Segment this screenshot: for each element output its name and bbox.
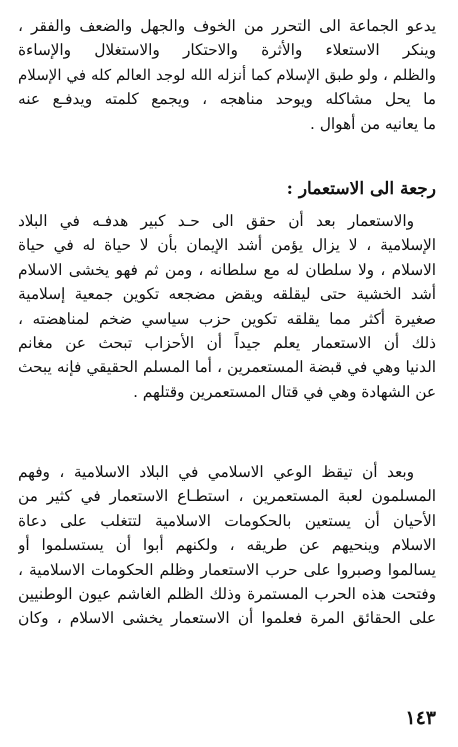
text-line: وينكر الاستعلاء والأثرة والاحتكار والاستغلال والإساءة <box>18 41 436 60</box>
text-line: الأحيان أن يستعين بالحكومات الاسلامية لتتغلب على دعاة <box>18 511 436 530</box>
text-line: أشد الخشية حتى ليقلقه ويقض مضجعه تكوين جمعية إسلامية <box>18 285 436 304</box>
text-line: الاسلام ، ولا سلطان له مع سلطانه ، ومن ثم فهو يخشى الاسلام <box>18 260 436 279</box>
text-line: المسلمون لعبة المستعمرين ، استطـاع الاستعمار في كثير من <box>18 487 436 506</box>
paragraph-2 <box>18 209 436 404</box>
text-line: الدنيا وهي في قبضة المستعمرين ، أما المسلم الحقيقي فإنه يبحث <box>18 358 436 377</box>
text-line: الاسلام وينحيهم عن طريقه ، ولكنهم أبوا أن يستسلموا أو <box>18 536 436 555</box>
section-heading: رجعة الى الاستعمار : <box>286 179 436 199</box>
page-number: ١٤٣ <box>405 707 436 729</box>
text-line: وبعد أن تيقظ الوعي الاسلامي في البلاد الاسلامية ، وفهم <box>18 463 414 481</box>
text-line: يدعو الجماعة الى التحرر من الخوف والجهل والضعف والفقر ، <box>18 17 436 35</box>
text-line: ذلك أن الاستعمار يعلم جيداً أن الأحزاب تبحث عن مغانم <box>18 333 436 352</box>
paragraph-1 <box>18 14 436 136</box>
text-line: ما يحل مشاكله ويوحد مناهجه ، ويجمع كلمته ويدفـع عنه <box>18 90 436 109</box>
text-line: يسالموا وصبروا على حرب الاستعمار وظلم الحكومات الاسلامية ، <box>18 560 436 579</box>
paragraph-3 <box>18 460 436 631</box>
text-line: والظلم ، ولو طبق الإسلام كما أنزله الله لوجد العالم كله في الإسلام <box>18 65 436 84</box>
text-line: صغيرة أكثر مما يقلقه تكوين حزب سياسي ضخم لمناهضته ، <box>18 309 436 328</box>
text-line: على الحقائق المرة فعلموا أن الاستعمار يخشى الاسلام ، وكان <box>18 609 436 628</box>
text-line: الإسلامية ، لا يزال يؤمن أشد الإيمان بأن لا حياة له في حياة <box>18 236 436 255</box>
text-line: والاستعمار بعد أن حقق الى حـد كبير هدفـه في البلاد <box>18 212 414 230</box>
text-line: وفتحت هذه الحرب المستمرة وذلك الظلم الغاشم عيون الوطنيين <box>18 584 436 603</box>
text-line: ما يعانيه من أهوال . <box>310 114 436 133</box>
text-line: عن الشهادة وهي في قتال المستعمرين وقتلهم . <box>133 382 436 401</box>
